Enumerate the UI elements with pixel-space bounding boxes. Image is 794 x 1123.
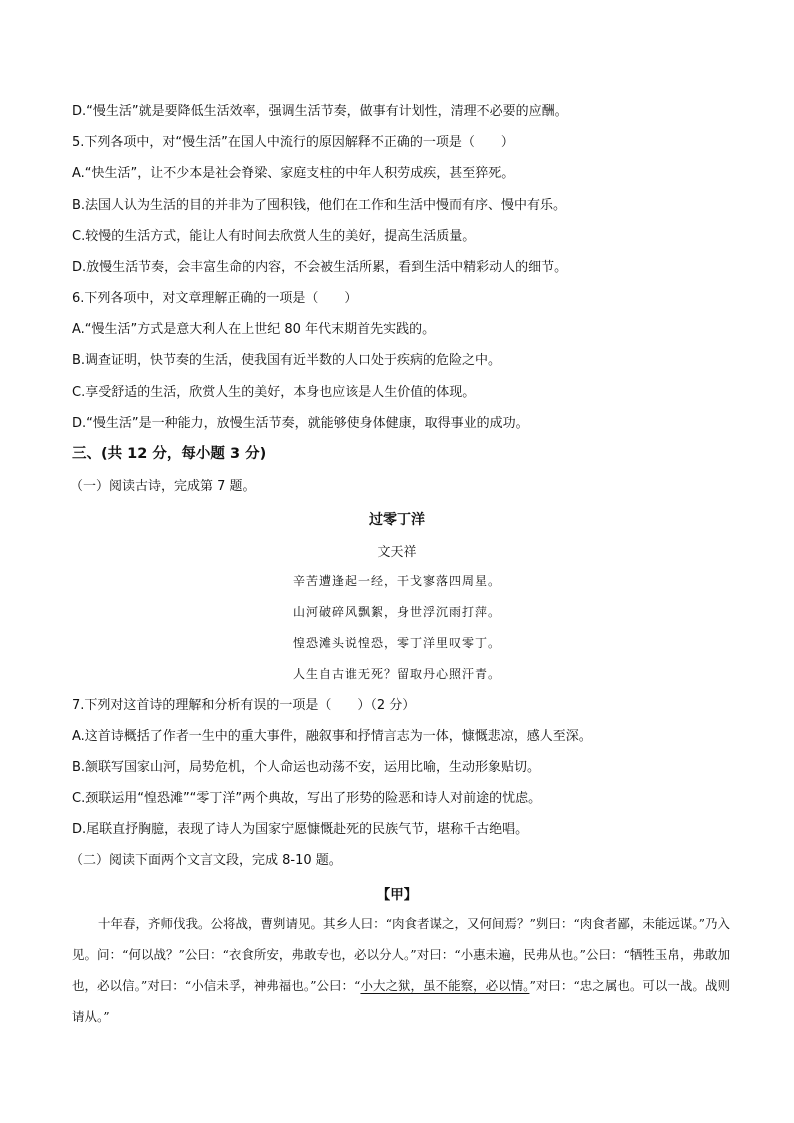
question-5-option-b: B.法国人认为生活的目的并非为了囤积钱，他们在工作和生活中慢而有序、慢中有乐。 — [72, 198, 567, 213]
poem-line: 辛苦遭逢起一经，干戈寥落四周星。 — [292, 574, 501, 588]
question-7-option-b: B.颔联写国家山河，局势危机，个人命运也动荡不安，运用比喻，生动形象贴切。 — [72, 760, 541, 775]
question-7-option-c: C.颈联运用“惶恐滩”“零丁洋”两个典故，写出了形势的险恶和诗人对前途的忧虑。 — [72, 791, 542, 806]
question-5-option-a: A.“快生活”，让不少本是社会脊梁、家庭支柱的中年人积劳成疾，甚至猝死。 — [72, 166, 515, 181]
question-5-option-c: C.较慢的生活方式，能让人有时间去欣赏人生的美好，提高生活质量。 — [72, 229, 476, 244]
passage-text-end: ”对曰：“忠之属也。可以一战。战则请从。” — [72, 978, 730, 1024]
question-5-stem: 5.下列各项中，对“慢生活”在国人中流行的原因解释不正确的一项是（ ） — [72, 135, 514, 150]
poem-line: 山河破碎风飘絮，身世浮沉雨打萍。 — [292, 605, 501, 619]
poem-title: 过零丁洋 — [369, 512, 425, 528]
question-7-option-a: A.这首诗概括了作者一生中的重大事件，融叙事和抒情言志为一体，慷慨悲凉，感人至深。 — [72, 729, 592, 744]
question-6-option-b: B.调查证明，快节奏的生活，使我国有近半数的人口处于疾病的危险之中。 — [72, 353, 502, 368]
question-4-option-d: D.“慢生活”就是要降低生活效率，强调生活节奏，做事有计划性，清理不必要的应酬。 — [72, 104, 568, 119]
question-6-option-a: A.“慢生活”方式是意大利人在上世纪 80 年代末期首先实践的。 — [72, 322, 436, 337]
section-3-heading: 三、(共 12 分，每小题 3 分) — [72, 446, 267, 462]
poem-line: 惶恐滩头说惶恐，零丁洋里叹零丁。 — [292, 636, 501, 650]
question-7-stem: 7.下列对这首诗的理解和分析有误的一项是（ ）（2 分） — [72, 698, 416, 713]
question-5-option-d: D.放慢生活节奏，会丰富生命的内容，不会被生活所累，看到生活中精彩动人的细节。 — [72, 260, 568, 275]
passage-label: 【甲】 — [376, 887, 418, 903]
poem-author: 文天祥 — [377, 545, 417, 560]
question-6-stem: 6.下列各项中，对文章理解正确的一项是（ ） — [72, 291, 358, 306]
question-7-option-d: D.尾联直抒胸臆，表现了诗人为国家宁愿慷慨赴死的民族气节，堪称千古绝唱。 — [72, 822, 529, 837]
underlined-sentence: 小大之狱，虽不能察，必以情。 — [360, 978, 530, 993]
question-6-option-c: C.享受舒适的生活，欣赏人生的美好，本身也应该是人生价值的体现。 — [72, 385, 476, 400]
poem-line: 人生自古谁无死？留取丹心照汗青。 — [292, 667, 501, 681]
part-2-instruction: （二）阅读下面两个文言文段，完成 8-10 题。 — [70, 853, 342, 868]
question-6-option-d: D.“慢生活”是一种能力，放慢生活节奏，就能够使身体健康，取得事业的成功。 — [72, 416, 529, 431]
classical-passage — [72, 908, 730, 1032]
passage-text: 十年春，齐师伐我。公将战，曹刿请见。其乡人曰：“肉食者谋之，又何间焉？”刿曰：“肉食者鄙，未能远谋。”乃入见。问：“何以战？”公曰：“衣食所安，弗敢专也，必以分人。”对曰：“小惠未遍，民弗从也。”公曰：“牺牲玉帛，弗敢加也，必以信。”对曰：“小信未孚，神弗福也。”公曰：“ — [72, 916, 730, 993]
part-1-instruction: （一）阅读古诗，完成第 7 题。 — [70, 479, 256, 494]
